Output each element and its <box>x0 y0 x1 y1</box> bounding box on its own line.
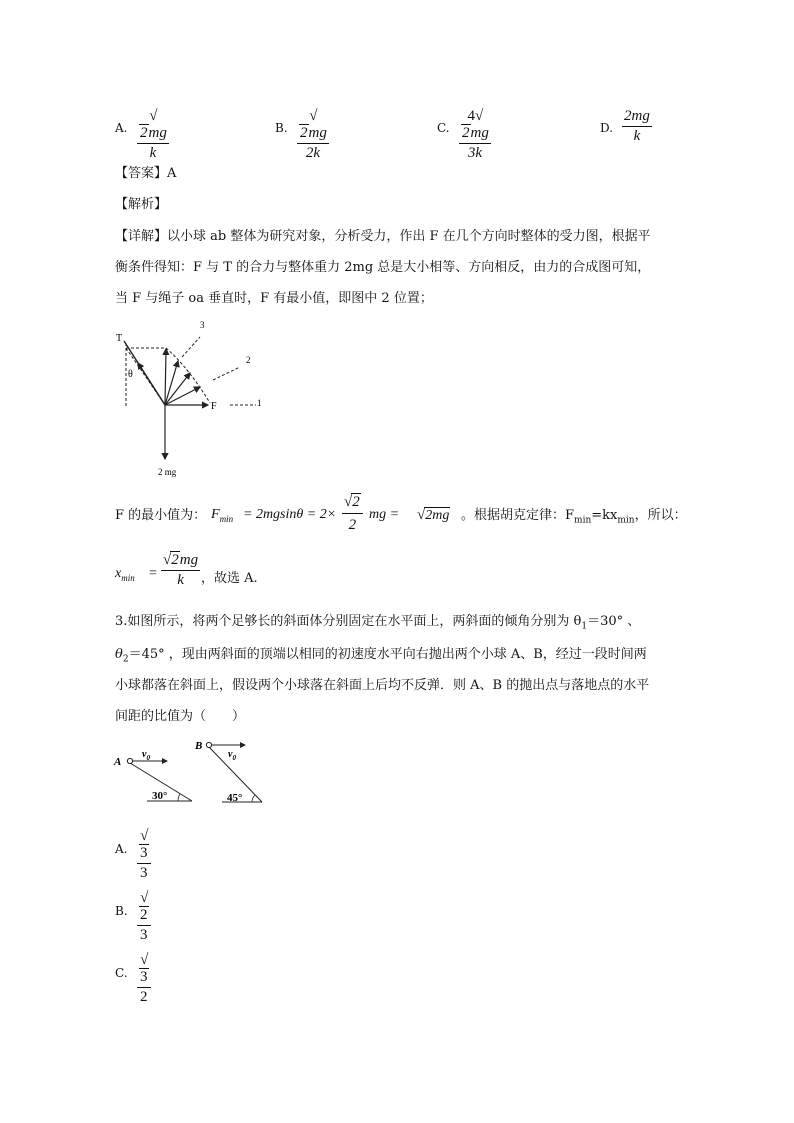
ball-a <box>127 758 132 763</box>
option-a-fraction: $\frac{√2mg}{k}$ <box>137 108 169 162</box>
option-c-label: C. <box>437 121 450 135</box>
incline-diagram <box>110 735 270 810</box>
force-vector-2b <box>165 373 190 405</box>
xmin-equals: = <box>149 566 157 581</box>
label-A: A <box>114 756 122 768</box>
fmin-symbol: $F_{min}$ <box>211 507 234 524</box>
xmin-fraction: $\frac{√2mg}{k}$ <box>163 552 199 588</box>
option-d-label: D. <box>600 121 614 135</box>
label-3: 3 <box>200 320 205 330</box>
fmin-fraction: $\frac{√2}{2}$ <box>342 492 363 535</box>
detail-line-2: 衡条件得知：F 与 T 的合力与整体重力 2mg 总是大小相等、方向相反，由力的合成图可知， <box>115 260 651 275</box>
q3-option-b-label: B. <box>115 904 128 918</box>
option-a-label: A. <box>115 121 128 135</box>
option-b-label: B. <box>275 121 288 135</box>
label-45: 45° <box>227 792 243 804</box>
detail-line-3: 当 F 与绳子 oa 垂直时，F 有最小值，即图中 2 位置； <box>115 291 433 306</box>
force-diagram <box>110 315 280 485</box>
fmin-eq3: √2mg <box>417 507 450 523</box>
label-30: 30° <box>152 790 168 802</box>
label-v0-a: $v_0$ <box>142 749 150 762</box>
ball-b <box>206 742 211 747</box>
label-B: B <box>195 740 203 752</box>
q3-option-c-fraction: $\frac{√3}{2}$ <box>137 952 151 1006</box>
fmin-eq1: = 2mgsinθ = 2× <box>243 507 337 522</box>
label-2mg: 2 mg <box>158 467 177 477</box>
force-vector-2c <box>165 387 200 405</box>
q3-option-a-fraction: $\frac{√3}{3}$ <box>137 828 151 882</box>
label-T: T <box>116 333 123 344</box>
label-F: F <box>211 401 217 412</box>
analysis-heading: 【解析】 <box>115 197 168 212</box>
fmin-prefix: F 的最小值为： <box>115 508 207 523</box>
xmin-tail: ，故选 A. <box>201 571 258 586</box>
q3-line-2: $\theta_2=45^\circ$ ，现由两斜面的顶端以相同的初速度水平向右抛出两个小球 A、B，经过一段时间两 <box>115 647 647 665</box>
q3-option-a-label: A. <box>115 842 128 856</box>
detail-line-1: 【详解】以小球 ab 整体为研究对象，分析受力，作出 F 在几个方向时整体的受力图，根据平 <box>115 229 651 244</box>
answer-line: 【答案】A <box>115 166 177 181</box>
q3-option-c-label: C. <box>115 966 128 980</box>
xmin-symbol: $x_{min}$ <box>115 566 135 583</box>
option-d-fraction: $\frac{2mg}{k}$ <box>624 108 650 144</box>
label-1: 1 <box>257 398 262 408</box>
q3-line-1: 3.如图所示，将两个足够长的斜面体分别固定在水平面上，两斜面的倾角分别为 $\theta_1=30^\circ$ 、 <box>115 614 641 632</box>
q3-option-b-fraction: $\frac{√2}{3}$ <box>137 890 151 944</box>
force-vector-3 <box>165 349 166 405</box>
tension-arrow <box>138 363 165 405</box>
force-vector-2a <box>165 361 178 405</box>
fmin-eq2: mg = <box>369 507 400 522</box>
hooke-text: 。根据胡克定律：$F_{min}=kx_{min}$，所以： <box>461 508 687 526</box>
option-b-fraction: $\frac{√2mg}{2k}$ <box>297 108 329 162</box>
label-2: 2 <box>246 355 251 365</box>
label-theta: θ <box>128 369 133 380</box>
q3-line-4: 间距的比值为（ ） <box>115 709 246 724</box>
label-v0-b: $v_0$ <box>228 749 236 762</box>
q3-line-3: 小球都落在斜面上，假设两个小球落在斜面上后均不反弹．则 A、B 的抛出点与落地点的水平 <box>115 678 650 693</box>
option-c-fraction: $\frac{4√2mg}{3k}$ <box>459 108 491 162</box>
